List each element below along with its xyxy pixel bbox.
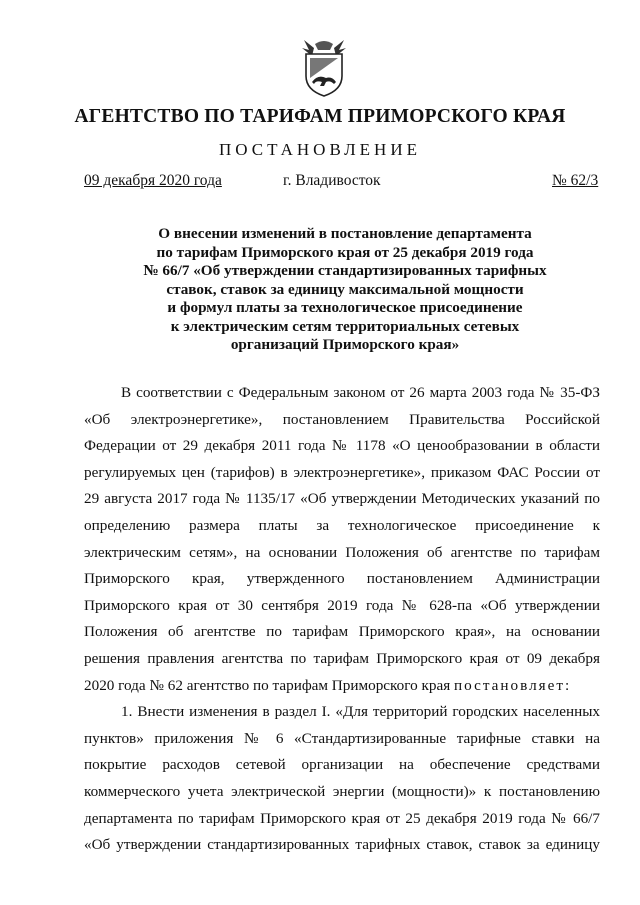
- paragraph-item-1: [84, 699, 600, 859]
- text-fragment: 2020 года № 62 агентство по тарифам Приморского края: [84, 676, 451, 694]
- text-line: Положения об агентстве по тарифам Приморского края», на основании: [84, 623, 600, 641]
- text-line: 1. Внести изменения в раздел I. «Для территорий городских населенных: [121, 703, 600, 721]
- document-body: [84, 380, 600, 859]
- text-line: пунктов» приложения № 6 «Стандартизированные тарифные ставки на: [84, 729, 600, 747]
- text-line-final: [84, 673, 600, 700]
- document-type: ПОСТАНОВЛЕНИЕ: [218, 140, 421, 159]
- text-line: решения правления агентства по тарифам Приморского края от 09 декабря: [84, 649, 600, 667]
- title-line: № 66/7 «Об утверждении стандартизированных тарифных: [143, 262, 547, 279]
- text-line: «Об электроэнергетике», постановлением Правительства Российской: [84, 410, 600, 428]
- text-line: Федерации от 29 декабря 2011 года № 1178 «О ценообразовании в области: [84, 437, 600, 455]
- text-line: Приморского края, утвержденного постановлением Администрации: [84, 570, 600, 588]
- title-line: к электрическим сетям территориальных сетевых: [170, 317, 520, 335]
- title-line: по тарифам Приморского края от 25 декабря 2019 года: [156, 243, 534, 261]
- text-line: 29 августа 2017 года № 1135/17 «Об утверждении Методических указаний по: [84, 490, 600, 508]
- title-line: ставок, ставок за единицу максимальной мощности: [166, 280, 524, 298]
- text-line: электрическим сетям», на основании Положения об агентстве по тарифам: [84, 543, 600, 561]
- title-line: организаций Приморского края»: [230, 336, 460, 353]
- text-line: регулируемых цен (тарифов) в электроэнергетике», приказом ФАС России от: [84, 463, 600, 481]
- agency-title: АГЕНТСТВО ПО ТАРИФАМ ПРИМОРСКОГО КРАЯ: [74, 106, 566, 127]
- document-city: г. Владивосток: [283, 172, 381, 189]
- text-line: В соответствии с Федеральным законом от 26 марта 2003 года № 35-ФЗ: [121, 384, 600, 401]
- text-line: коммерческого учета электрической энергии (мощности)» к постановлению: [84, 782, 600, 800]
- document-title: [110, 225, 580, 355]
- text-line: Приморского края от 30 сентября 2019 года № 628-па «Об утверждении: [84, 596, 600, 614]
- paragraph-preamble: [84, 380, 600, 699]
- resolution-keyword: постановляет:: [453, 676, 572, 694]
- title-line: О внесении изменений в постановление департамента: [158, 225, 532, 242]
- text-line: покрытие расходов сетевой организации на обеспечение средствами: [84, 756, 600, 774]
- title-line: и формул платы за технологическое присоединение: [167, 299, 523, 316]
- text-line: департамента по тарифам Приморского края от 25 декабря 2019 года № 66/7: [84, 809, 600, 827]
- coat-of-arms-icon: [300, 38, 348, 98]
- document-date: 09 декабря 2020 года: [84, 172, 222, 189]
- text-line: «Об утверждении стандартизированных тарифных ставок, ставок за единицу: [84, 836, 600, 854]
- document-number: № 62/3: [552, 172, 599, 189]
- text-line: определению размера платы за технологическое присоединение к: [84, 516, 600, 534]
